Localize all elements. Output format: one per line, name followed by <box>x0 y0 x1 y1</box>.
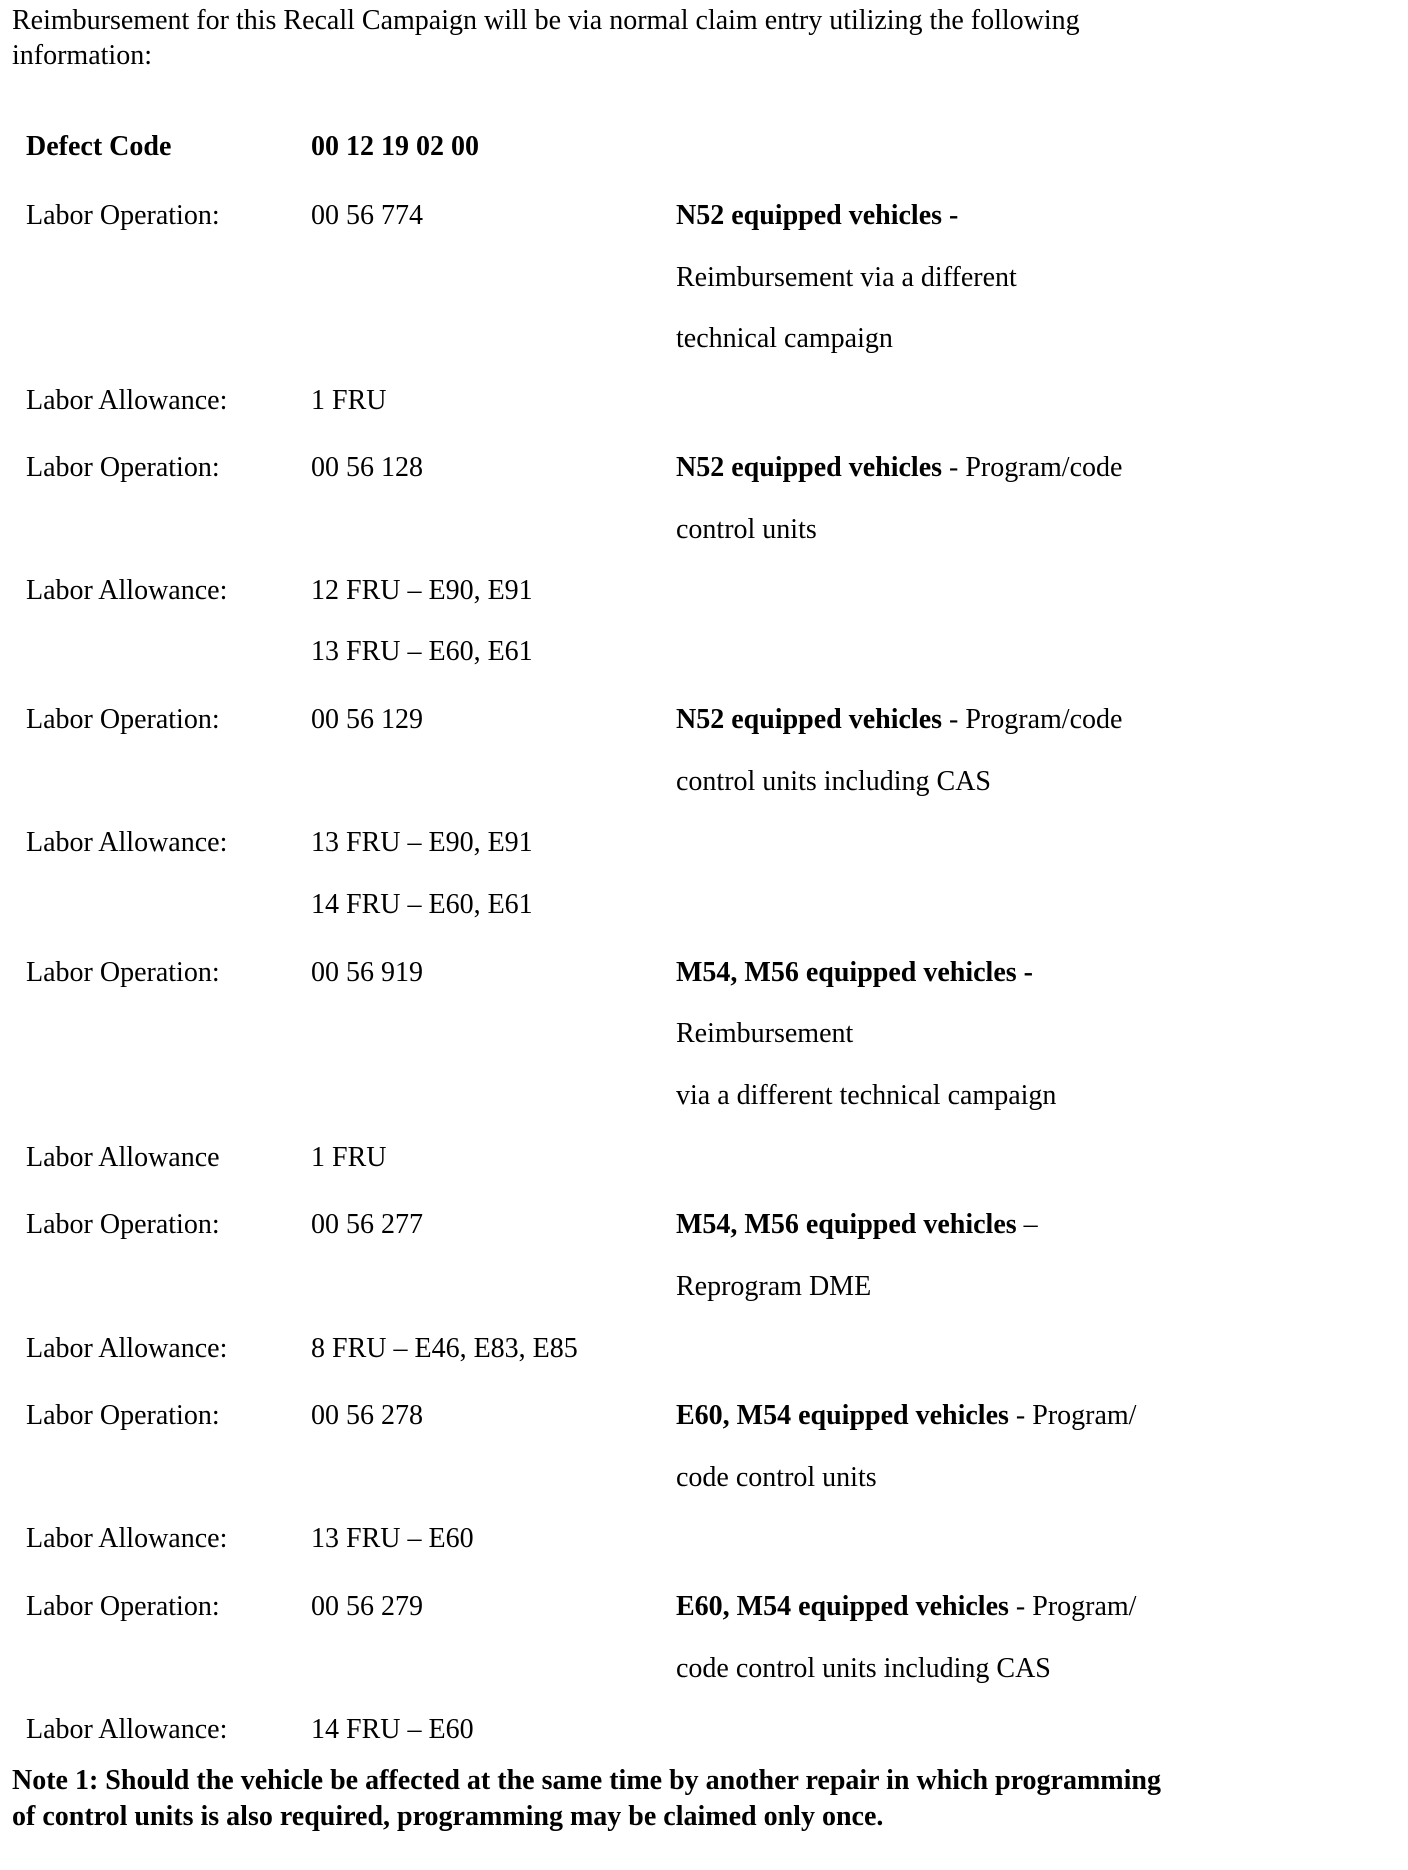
row-label: Labor Operation: <box>26 200 220 231</box>
row-value: 14 FRU – E60, E61 <box>311 889 533 920</box>
row-label: Labor Operation: <box>26 1209 220 1240</box>
row-label: Labor Allowance: <box>26 827 228 858</box>
row-label: Labor Allowance: <box>26 1714 228 1745</box>
row-description <box>676 958 1033 988</box>
row-value: 8 FRU – E46, E83, E85 <box>311 1333 578 1364</box>
row-value: 1 FRU <box>311 1142 387 1173</box>
row-description <box>676 453 1122 483</box>
row-label: Labor Operation: <box>26 957 220 988</box>
description-text: technical campaign <box>676 323 893 354</box>
vehicle-applicability: M54, M56 equipped vehicles - <box>676 957 1033 988</box>
row-value: 00 56 774 <box>311 200 423 231</box>
vehicle-applicability: M54, M56 equipped vehicles <box>676 1209 1017 1240</box>
row-value: 13 FRU – E60, E61 <box>311 636 533 667</box>
row-label: Labor Operation: <box>26 1591 220 1622</box>
vehicle-applicability: N52 equipped vehicles <box>676 452 943 483</box>
row-value: 00 56 278 <box>311 1400 423 1431</box>
vehicle-applicability: E60, M54 equipped vehicles <box>676 1400 1009 1431</box>
description-text: via a different technical campaign <box>676 1080 1057 1111</box>
row-description <box>676 1081 1056 1111</box>
description-text: - Program/ <box>1008 1591 1137 1622</box>
vehicle-applicability: N52 equipped vehicles - <box>676 200 959 231</box>
row-label: Labor Operation: <box>26 704 220 735</box>
description-text: code control units <box>676 1462 877 1493</box>
description-text: control units <box>676 514 817 545</box>
row-value: 00 56 128 <box>311 452 423 483</box>
intro-text-line: information: <box>12 40 152 71</box>
row-label: Labor Allowance: <box>26 1333 228 1364</box>
row-description <box>676 1592 1136 1622</box>
note-text-line: of control units is also required, programming may be claimed only once. <box>12 1801 884 1832</box>
row-description <box>676 705 1122 735</box>
intro-text-line: Reimbursement for this Recall Campaign will be via normal claim entry utilizing the following <box>12 5 1080 36</box>
row-value: 00 56 919 <box>311 957 423 988</box>
row-description <box>676 324 893 354</box>
row-value: 00 56 129 <box>311 704 423 735</box>
row-description <box>676 1019 853 1049</box>
row-value: 00 12 19 02 00 <box>311 131 479 162</box>
description-text: Reprogram DME <box>676 1271 872 1302</box>
row-description <box>676 263 1017 293</box>
note-text-line: Note 1: Should the vehicle be affected at the same time by another repair in which programming <box>12 1765 1161 1796</box>
row-label: Labor Operation: <box>26 1400 220 1431</box>
description-text: - Program/ <box>1008 1400 1137 1431</box>
row-description <box>676 1272 871 1302</box>
description-text: control units including CAS <box>676 766 991 797</box>
row-description <box>676 515 817 545</box>
row-value: 00 56 279 <box>311 1591 423 1622</box>
row-value: 13 FRU – E60 <box>311 1523 474 1554</box>
vehicle-applicability: N52 equipped vehicles <box>676 704 943 735</box>
row-label: Labor Allowance: <box>26 385 228 416</box>
description-text: Reimbursement <box>676 1018 854 1049</box>
description-text: code control units including CAS <box>676 1653 1051 1684</box>
row-label: Labor Allowance: <box>26 1523 228 1554</box>
description-text: - Program/code <box>942 704 1123 735</box>
row-value: 14 FRU – E60 <box>311 1714 474 1745</box>
row-value: 12 FRU – E90, E91 <box>311 575 533 606</box>
description-text: - Program/code <box>942 452 1123 483</box>
row-description <box>676 201 958 231</box>
description-text: Reimbursement via a different <box>676 262 1017 293</box>
row-description <box>676 767 991 797</box>
row-description <box>676 1401 1136 1431</box>
row-value: 1 FRU <box>311 385 387 416</box>
row-label: Labor Operation: <box>26 452 220 483</box>
row-label: Labor Allowance: <box>26 575 228 606</box>
row-value: 13 FRU – E90, E91 <box>311 827 533 858</box>
row-value: 00 56 277 <box>311 1209 423 1240</box>
description-text: – <box>1016 1209 1038 1240</box>
row-label: Defect Code <box>26 131 172 162</box>
row-description <box>676 1463 877 1493</box>
row-label: Labor Allowance <box>26 1142 220 1173</box>
vehicle-applicability: E60, M54 equipped vehicles <box>676 1591 1009 1622</box>
row-description <box>676 1210 1038 1240</box>
row-description <box>676 1654 1051 1684</box>
